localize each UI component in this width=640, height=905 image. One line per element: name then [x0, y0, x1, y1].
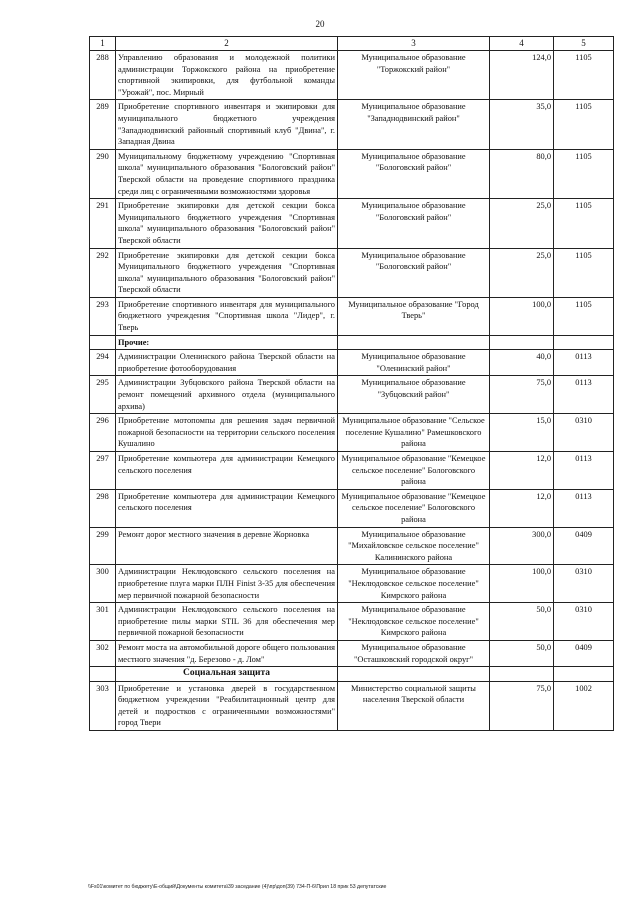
- header-col-5: 5: [554, 37, 614, 51]
- row-description: Приобретение и установка дверей в государственном бюджетном учреждении "Реабилитационный центр для детей и подростков с ограниченными возможностями" город Твери: [116, 681, 338, 730]
- section-spacer: [338, 335, 490, 350]
- section-spacer: [554, 667, 614, 682]
- row-recipient: Муниципальное образование "Оленинский район": [338, 350, 490, 376]
- table-row: [90, 603, 614, 641]
- row-recipient: Муниципальное образование "Неклюдовское сельское поселение" Кимрского района: [338, 603, 490, 641]
- row-number: 294: [90, 350, 116, 376]
- row-recipient: Муниципальное образование "Сельское поселение Кушалино" Рамешковского района: [338, 414, 490, 452]
- row-number: 299: [90, 527, 116, 565]
- row-amount: 75,0: [490, 681, 554, 730]
- row-amount: 80,0: [490, 149, 554, 198]
- row-amount: 40,0: [490, 350, 554, 376]
- table-header-row: [90, 37, 614, 51]
- row-recipient: Муниципальное образование "Бологовский район": [338, 248, 490, 297]
- section-spacer: [490, 335, 554, 350]
- table-row: [90, 350, 614, 376]
- row-amount: 100,0: [490, 565, 554, 603]
- table-row: [90, 51, 614, 100]
- row-code: 0310: [554, 603, 614, 641]
- row-code: 1105: [554, 100, 614, 149]
- row-description: Ремонт моста на автомобильной дороге общего пользования местного значения "д. Березово - д. Лом": [116, 640, 338, 666]
- row-description: Приобретение компьютера для администрации Кемецкого сельского поселения: [116, 452, 338, 490]
- allocation-table: [89, 36, 614, 731]
- row-description: Администрации Неклюдовского сельского поселения на приобретение пилы марки STIL 36 для обеспечения мер первичной пожарной безопасности: [116, 603, 338, 641]
- table-row: [90, 565, 614, 603]
- row-code: 1002: [554, 681, 614, 730]
- row-code: 0113: [554, 489, 614, 527]
- row-amount: 12,0: [490, 452, 554, 490]
- row-amount: 12,0: [490, 489, 554, 527]
- page-number: 20: [315, 19, 325, 29]
- table-row: [90, 199, 614, 248]
- row-recipient: Муниципальное образование "Зубцовский район": [338, 376, 490, 414]
- row-recipient: Муниципальное образование "Торжокский район": [338, 51, 490, 100]
- row-code: 0113: [554, 376, 614, 414]
- table-row: [90, 376, 614, 414]
- row-code: 0310: [554, 414, 614, 452]
- row-code: 1105: [554, 199, 614, 248]
- row-description: Администрации Оленинского района Тверской области на приобретение фотооборудования: [116, 350, 338, 376]
- header-col-3: 3: [338, 37, 490, 51]
- row-amount: 15,0: [490, 414, 554, 452]
- row-number: 300: [90, 565, 116, 603]
- section-spacer: [90, 335, 116, 350]
- row-description: Ремонт дорог местного значения в деревне Жорновка: [116, 527, 338, 565]
- row-description: Приобретение спортивного инвентаря и экипировки для муниципального бюджетного учреждения "Западнодвинский районный спортивный клуб "Двина", г. Западная Двина: [116, 100, 338, 149]
- row-recipient: Муниципальное образование "Кемецкое сельское поселение" Бологовского района: [338, 489, 490, 527]
- table-row: [90, 527, 614, 565]
- row-recipient: Муниципальное образование "Неклюдовское сельское поселение" Кимрского района: [338, 565, 490, 603]
- header-col-2: 2: [116, 37, 338, 51]
- row-recipient: Муниципальное образование "Кемецкое сельское поселение" Бологовского района: [338, 452, 490, 490]
- header-col-1: 1: [90, 37, 116, 51]
- row-recipient: Муниципальное образование "Михайловское сельское поселение" Калининского района: [338, 527, 490, 565]
- row-amount: 50,0: [490, 640, 554, 666]
- row-number: 289: [90, 100, 116, 149]
- row-amount: 300,0: [490, 527, 554, 565]
- row-description: Приобретение экипировки для детской секции бокса Муниципального бюджетного учреждения "Спортивная школа" муниципального образования "Бологовский район" Тверской области: [116, 248, 338, 297]
- section-spacer: [554, 335, 614, 350]
- table-row: [90, 452, 614, 490]
- row-description: Муниципальному бюджетному учреждению "Спортивная школа" муниципального образования "Бологовский район" Тверской области на проведение спортивного праздника среди лиц с ограниченными возможностями здоровья: [116, 149, 338, 198]
- row-description: Приобретение спортивного инвентаря для муниципального бюджетного учреждения "Спортивная школа "Лидер", г. Тверь: [116, 297, 338, 335]
- row-number: 298: [90, 489, 116, 527]
- row-code: 0113: [554, 452, 614, 490]
- row-description: Приобретение компьютера для администрации Кемецкого сельского поселения: [116, 489, 338, 527]
- row-amount: 25,0: [490, 199, 554, 248]
- row-number: 291: [90, 199, 116, 248]
- file-path-footer: \\Fs01\комитет по бюджету\Е-общий\Документы комитета\39 заседание (4)\пр\доп(39) 734-П-6\Прил 18 прик 53 депутатские: [88, 884, 387, 890]
- row-description: Приобретение экипировки для детской секции бокса Муниципального бюджетного учреждения "Спортивная школа" муниципального образования "Бологовский район" Тверской области: [116, 199, 338, 248]
- row-number: 302: [90, 640, 116, 666]
- row-amount: 50,0: [490, 603, 554, 641]
- row-number: 297: [90, 452, 116, 490]
- row-number: 290: [90, 149, 116, 198]
- table-row: [90, 640, 614, 666]
- row-amount: 35,0: [490, 100, 554, 149]
- row-code: 0113: [554, 350, 614, 376]
- row-amount: 25,0: [490, 248, 554, 297]
- row-code: 0310: [554, 565, 614, 603]
- table-row: [90, 414, 614, 452]
- section-spacer: [490, 667, 554, 682]
- row-amount: 75,0: [490, 376, 554, 414]
- row-code: 1105: [554, 248, 614, 297]
- row-description: Приобретение мотопомпы для решения задач первичной пожарной безопасности на территории сельского поселения Кушалино: [116, 414, 338, 452]
- table-row: [90, 248, 614, 297]
- section-spacer: [90, 667, 116, 682]
- row-recipient: Муниципальное образование "Бологовский район": [338, 199, 490, 248]
- table-row: [90, 149, 614, 198]
- row-number: 303: [90, 681, 116, 730]
- table-row: [90, 100, 614, 149]
- row-number: 292: [90, 248, 116, 297]
- row-number: 288: [90, 51, 116, 100]
- row-number: 293: [90, 297, 116, 335]
- row-amount: 124,0: [490, 51, 554, 100]
- table-row: [90, 489, 614, 527]
- section-row: [90, 667, 614, 682]
- header-col-4: 4: [490, 37, 554, 51]
- row-code: 1105: [554, 297, 614, 335]
- row-description: Администрации Неклюдовского сельского поселения на приобретение плуга марки ПЛН Finist 3-35 для обеспечения мер первичной пожарной безопасности: [116, 565, 338, 603]
- row-code: 1105: [554, 51, 614, 100]
- row-number: 301: [90, 603, 116, 641]
- row-description: Управлению образования и молодежной политики администрации Торжокского района на приобретение спортивной экипировки, для футбольной команды "Урожай", пос. Мирный: [116, 51, 338, 100]
- row-code: 1105: [554, 149, 614, 198]
- row-recipient: Муниципальное образование "Осташковский городской округ": [338, 640, 490, 666]
- row-recipient: Министерство социальной защиты населения Тверской области: [338, 681, 490, 730]
- row-number: 296: [90, 414, 116, 452]
- table-row: [90, 681, 614, 730]
- row-description: Администрации Зубцовского района Тверской области на ремонт помещений архивного отдела (муниципального архива): [116, 376, 338, 414]
- row-code: 0409: [554, 640, 614, 666]
- row-recipient: Муниципальное образование "Бологовский район": [338, 149, 490, 198]
- row-recipient: Муниципальное образование "Западнодвинский район": [338, 100, 490, 149]
- row-recipient: Муниципальное образование "Город Тверь": [338, 297, 490, 335]
- row-code: 0409: [554, 527, 614, 565]
- row-number: 295: [90, 376, 116, 414]
- section-row: [90, 335, 614, 350]
- section-title: Социальная защита: [116, 667, 338, 682]
- section-title: Прочие:: [116, 335, 338, 350]
- section-spacer: [338, 667, 490, 682]
- table-row: [90, 297, 614, 335]
- row-amount: 100,0: [490, 297, 554, 335]
